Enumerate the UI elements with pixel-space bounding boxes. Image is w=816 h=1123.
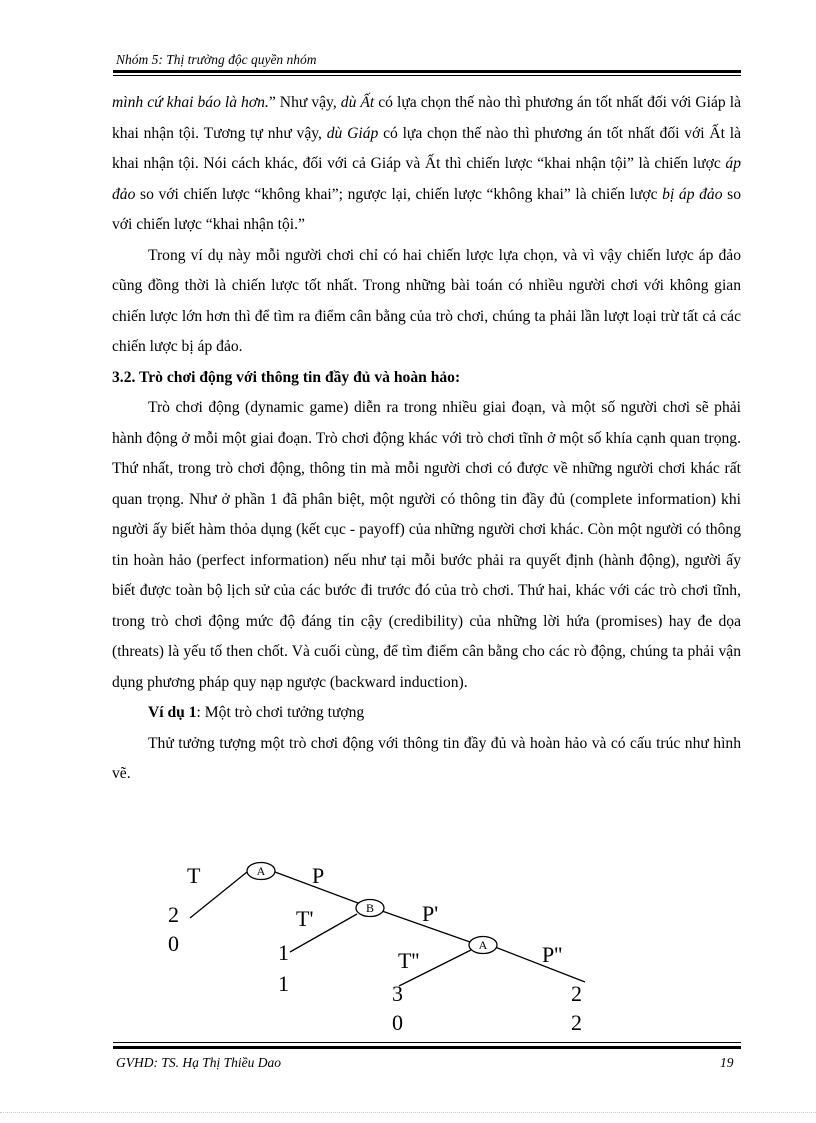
page-header: Nhóm 5: Thị trường độc quyền nhóm bbox=[116, 52, 317, 67]
paragraph-3: Trò chơi động (dynamic game) diễn ra trong nhiều giai đoạn, và một số người chơi sẽ phải hành động ở mỗi một giai đoạn. Trò chơi động khác với trò chơi tĩnh ở một số khía cạnh quan trọng. Thứ nhất, trong trò chơi động, thông tin mà mỗi người chơi có được về những người chơi khác rất quan trọng. Như ở phần 1 đã phân biệt, một người có thông tin đầy đủ (complete information) khi người ấy biết hàm thỏa dụng (kết cục - payoff) của những người chơi khác. Còn một người có thông tin hoàn hảo (perfect information) nếu như tại mỗi bước phải ra quyết định (hành động), người ấy biết được toàn bộ lịch sử của các bước đi trước đó của trò chơi. Thứ hai, khác với các trò chơi tĩnh, trong trò chơi động mức độ đáng tin cậy (credibility) của những lời hứa (promises) hay đe dọa (threats) là yếu tố then chốt. Và cuối cùng, để tìm điểm cân bằng cho các rò động, chúng ta phải vận dụng phương pháp quy nạp ngược (backward induction). bbox=[112, 399, 741, 691]
payoff-3-top: 3 bbox=[392, 981, 403, 1006]
edge-line-P2 bbox=[495, 947, 585, 982]
payoff-4-top: 2 bbox=[571, 981, 582, 1006]
example-line bbox=[112, 698, 741, 729]
quote-end: mình cứ khai báo là hơn. bbox=[112, 94, 269, 111]
payoff-1-bottom: 0 bbox=[168, 931, 179, 956]
node-label-1: A bbox=[256, 864, 266, 878]
example-title: : Một trò chơi tưởng tượng bbox=[196, 704, 365, 721]
payoff-4-bottom: 2 bbox=[571, 1010, 582, 1035]
edge-label-T2: T'' bbox=[398, 948, 420, 973]
footer-rule bbox=[113, 1046, 741, 1049]
footer-author: GVHD: TS. Hạ Thị Thiều Dao bbox=[116, 1055, 282, 1070]
payoff-2-top: 1 bbox=[278, 940, 289, 965]
example-label: Ví dụ 1 bbox=[148, 704, 197, 721]
edge-label-P2: P'' bbox=[542, 942, 563, 967]
page-bottom-border bbox=[0, 1112, 816, 1114]
paragraph-2: Trong ví dụ này mỗi người chơi chỉ có hai chiến lược lựa chọn, và vì vậy chiến lược áp đảo cũng đồng thời là chiến lược tốt nhất. Trong những bài toán có nhiều người chơi với không gian chiến lược lớn hơn thì để tìm ra điểm cân bằng của trò chơi, chúng ta phải lần lượt loại trừ tất cả các chiến lược bị áp đảo. bbox=[112, 246, 741, 355]
edge-label-T: T bbox=[187, 863, 201, 888]
page-number: 19 bbox=[720, 1055, 734, 1070]
payoff-3-bottom: 0 bbox=[392, 1010, 403, 1035]
payoff-2-bottom: 1 bbox=[278, 971, 289, 996]
node-label-3: A bbox=[478, 938, 488, 952]
payoff-1-top: 2 bbox=[168, 902, 179, 927]
edge-label-P: P bbox=[312, 863, 325, 888]
header-rule bbox=[113, 70, 741, 73]
section-heading: 3.2. Trò chơi động với thông tin đầy đủ và hoàn hảo: bbox=[112, 368, 461, 386]
paragraph-4: Thử tưởng tượng một trò chơi động với thông tin đầy đủ và hoàn hảo và có cấu trúc như hình vẽ. bbox=[112, 734, 741, 782]
edge-label-P1: P' bbox=[422, 901, 439, 926]
game-tree-diagram bbox=[150, 850, 610, 1040]
node-label-2: B bbox=[365, 901, 375, 915]
header-rule-thin bbox=[113, 75, 741, 76]
footer-rule-thin bbox=[113, 1042, 741, 1043]
edge-label-T1: T' bbox=[296, 906, 314, 931]
page-content bbox=[112, 88, 741, 790]
paragraph-1: mình cứ khai báo là hơn.” Như vậy, dù Ất có lựa chọn thế nào thì phương án tốt nhất đối với Giáp là khai nhận tội. Tương tự như vậy, dù Giáp có lựa chọn thế nào thì phương án tốt nhất đối với Ất là khai nhận tội. Nói cách khác, đối với cả Giáp và Ất thì chiến lược “khai nhận tội” là chiến lược áp đảo so với chiến lược “không khai”; ngược lại, chiến lược “không khai” là chiến lược bị áp đảo so với chiến lược “khai nhận tội.” bbox=[112, 94, 741, 233]
